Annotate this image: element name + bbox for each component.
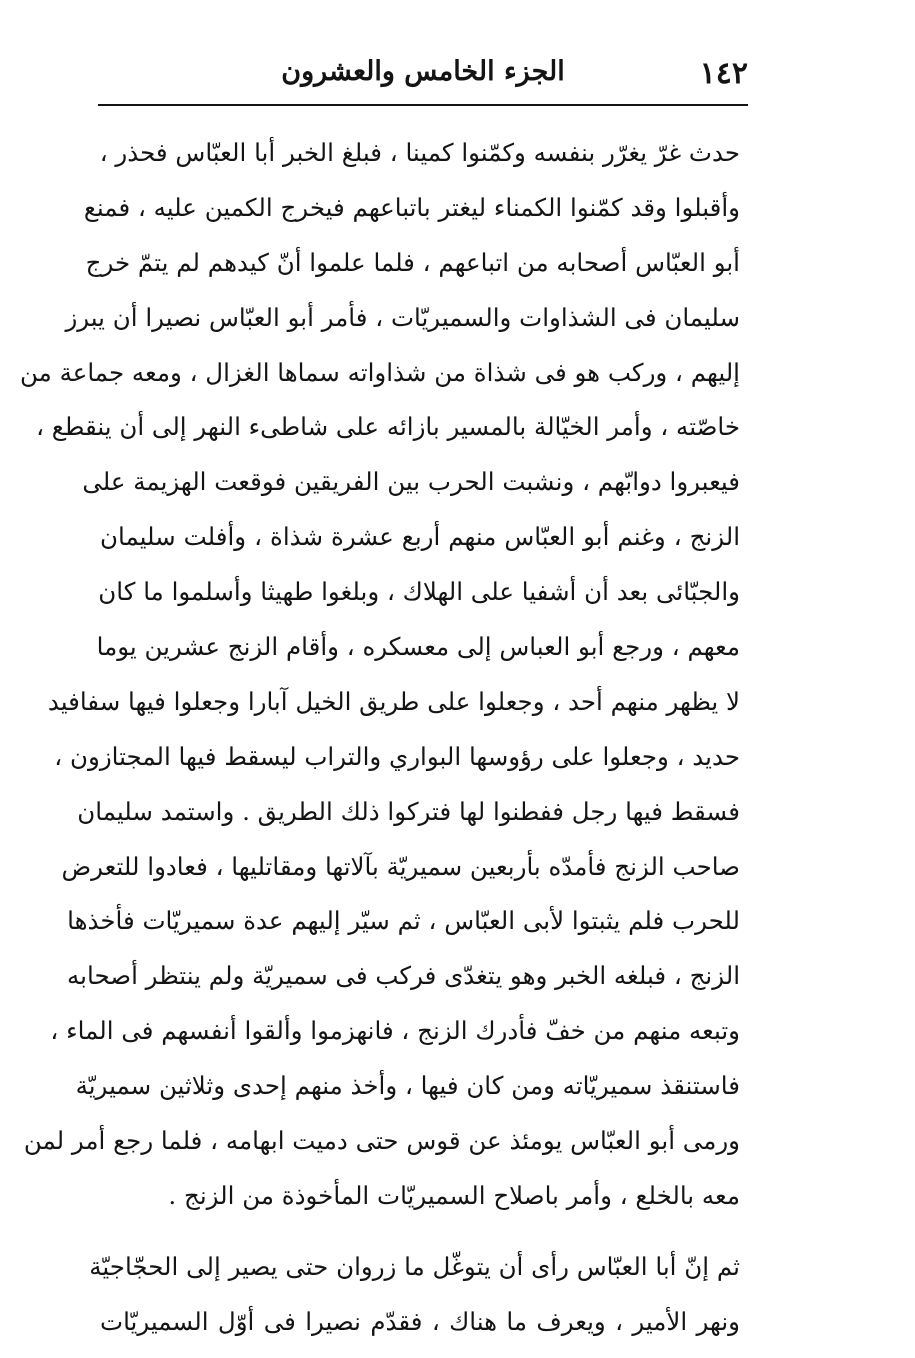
page-number: ١٤٢ xyxy=(699,56,748,91)
text-line: للحرب فلم يثبتوا لأبى العبّاس ، ثم سيّر إليهم عدة سميريّات فأخذها xyxy=(67,906,740,936)
text-line: سليمان فى الشذاوات والسميريّات ، فأمر أبو العبّاس نصيرا أن يبرز xyxy=(65,302,740,332)
text-line: الزنج ، وغنم أبو العبّاس منهم أربع عشرة شذاة ، وأفلت سليمان xyxy=(100,522,740,552)
text-line: خاصّته ، وأمر الخيّالة بالمسير بازائه على شاطىء النهر إلى أن ينقطع ، xyxy=(36,412,740,442)
text-line: وأقبلوا وقد كمّنوا الكمناء ليغتر باتباعهم فيخرج الكمين عليه ، فمنع xyxy=(83,192,740,222)
paragraph-1 xyxy=(20,126,740,1224)
text-line: معهم ، ورجع أبو العباس إلى معسكره ، وأقام الزنج عشرين يوما xyxy=(96,632,740,662)
paragraph-2 xyxy=(89,1240,740,1350)
text-line: فاستنقذ سميريّاته ومن كان فيها ، وأخذ منهم إحدى وثلاثين سميريّة xyxy=(75,1071,740,1101)
text-line: ثم إنّ أبا العبّاس رأى أن يتوغّل ما زروان حتى يصير إلى الحجّاجيّة xyxy=(89,1251,740,1281)
text-line: أبو العبّاس أصحابه من اتباعهم ، فلما علموا أنّ كيدهم لم يتمّ خرج xyxy=(85,247,740,277)
text-line: ورمى أبو العبّاس يومئذ عن قوس حتى دميت ابهامه ، فلما رجع أمر لمن xyxy=(23,1126,740,1156)
text-line: صاحب الزنج فأمدّه بأربعين سميريّة بآلاتها ومقاتليها ، فعادوا للتعرض xyxy=(61,851,740,881)
text-line: إليهم ، وركب هو فى شذاة من شذاواته سماها الغزال ، ومعه جماعة من xyxy=(20,357,740,387)
text-line: لا يظهر منهم أحد ، وجعلوا على طريق الخيل آبارا وجعلوا فيها سفافيد xyxy=(47,686,740,716)
text-line: والجبّائى بعد أن أشفيا على الهلاك ، وبلغوا طهيثا وأسلموا ما كان xyxy=(98,577,740,607)
text-line: حديد ، وجعلوا على رؤوسها البواري والتراب ليسقط فيها المجتازون ، xyxy=(54,741,740,771)
body-text xyxy=(20,126,740,1350)
running-header-title: الجزء الخامس والعشرون xyxy=(281,56,565,87)
text-line: ونهر الأمير ، ويعرف ما هناك ، فقدّم نصيرا فى أوّل السميريّات xyxy=(100,1306,740,1336)
text-line: فسقط فيها رجل ففطنوا لها فتركوا ذلك الطريق . واستمد سليمان xyxy=(77,796,740,826)
header-divider xyxy=(98,104,748,106)
text-line: الزنج ، فبلغه الخبر وهو يتغدّى فركب فى سميريّة ولم ينتظر أصحابه xyxy=(67,961,740,991)
text-line: فيعبروا دوابّهم ، ونشبت الحرب بين الفريقين فوقعت الهزيمة على xyxy=(82,467,740,497)
text-line: وتبعه منهم من خفّ فأدرك الزنج ، فانهزموا وألقوا أنفسهم فى الماء ، xyxy=(50,1016,740,1046)
running-header xyxy=(98,48,748,98)
text-line: معه بالخلع ، وأمر باصلاح السميريّات المأخوذة من الزنج . xyxy=(168,1180,740,1210)
text-line: حدث غرّ يغرّر بنفسه وكمّنوا كمينا ، فبلغ الخبر أبا العبّاس فحذر ، xyxy=(99,138,740,167)
